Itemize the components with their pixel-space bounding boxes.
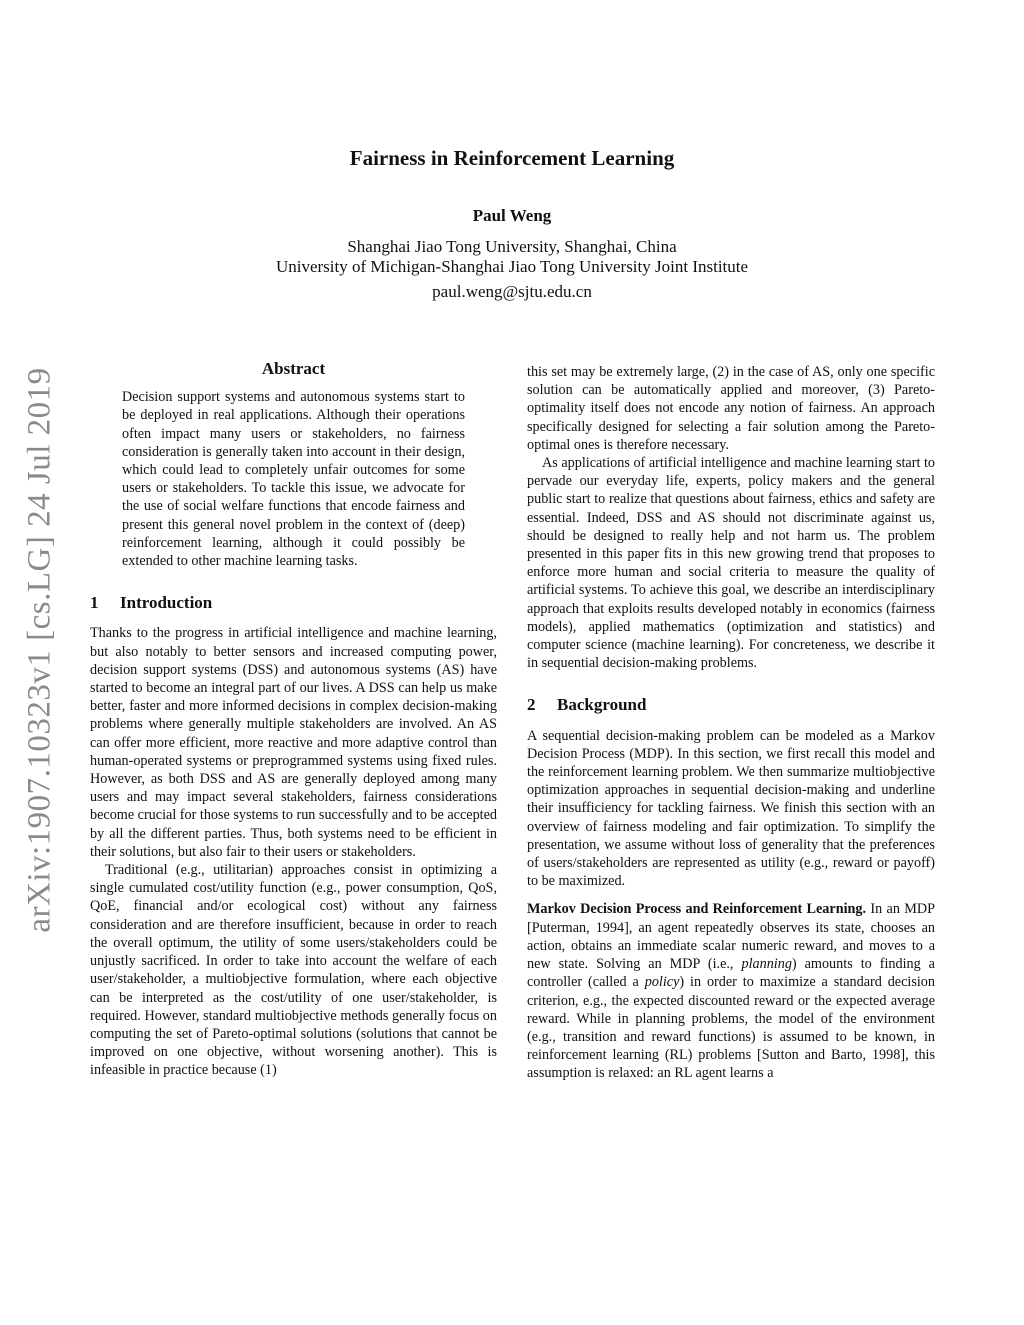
mdp-text-a: In an MDP [Puterman, 1994], an agent repeatedly observes its state, chooses an action, obtains an immediate scalar numeric reward, and moves to a new state. Solving an MDP (i.e., [527,901,936,973]
intro-paragraph-3: As applications of artificial intelligence and machine learning start to pervade our everyday life, experts, policy makers and the general public start to realize that questions about fairness, ethics and safety are essential. Indeed, DSS and AS should not discriminate against us, should be designed to really help and not harm us. The problem presented in this paper fits in this new growing trend that proposes to enforce more human and social criteria to measure the quality of artificial systems. To achieve this goal, we describe an interdisciplinary approach that exploits results developed notably in economics (fairness models), applied mathematics (optimization and statistics) and computer science (machine learning). For concreteness, we describe it in sequential decision-making problems. [527,455,935,672]
intro-paragraph-1: Thanks to the progress in artificial intelligence and machine learning, but also notably to better sensors and increased computing power, decision support systems (DSS) and autonomous systems (AS) have started to become an integral part of our lives. A DSS can help us make better, faster and more informed decisions in complex decision-making problems where generally multiple stakeholders are involved. An AS can offer more efficient, more reactive and more adaptive control than human-operated systems or preprogrammed systems using fixed rules. However, as both DSS and AS are generally deployed among many users and may impact several stakeholders, fairness considerations become crucial for those systems to run successfully and to be accepted by all the different parties. Thus, both systems need to be efficient in their solutions, but also fair to their users or stakeholders. [90,625,497,860]
author-name: Paul Weng [472,206,552,225]
intro-paragraph-2: Traditional (e.g., utilitarian) approaches consist in optimizing a single cumulated cost/utility function (e.g., power consumption, QoS, QoE, financial and/or ecological cost) without any fairness consideration and are therefore insufficient, because in order to reach the overall optimum, the utility of some users/stakeholders could be unjustly sacrificed. In order to take into account the welfare of each user/stakeholder, a multiobjective formulation, where each objective can be interpreted as the cost/utility of one user/stakeholder, is required. However, standard multiobjective methods generally focus on computing the set of Pareto-optimal solutions (solutions that cannot be improved on one objective, without worsening another). This is infeasible in practice because (1) [90,862,497,1079]
mdp-text-b: ) amounts to finding a controller (called a [527,956,935,991]
section-number: 1 [90,593,99,613]
abstract-heading: Abstract [261,359,326,378]
mdp-term-policy: policy [644,974,680,991]
mdp-text-c: ) in order to maximize a standard decision criterion, e.g., the expected discounted reward or the expected average reward. While in planning problems, the model of the environment (e.g., transition and reward functions) is assumed to be known, in reinforcement learning (RL) problems [Sutton and Barto, 1998], this assumption is relaxed: an RL agent learns a [527,974,935,1082]
left-column [90,360,497,1080]
arxiv-identifier: arXiv:1907.10323v1 [cs.LG] 24 Jul 2019 [21,367,58,933]
mdp-paragraph [527,900,935,1082]
paper-title: Fairness in Reinforcement Learning [349,146,675,170]
affiliation-2: University of Michigan-Shanghai Jiao Tong University Joint Institute [275,257,749,276]
mdp-paragraph-heading: Markov Decision Process and Reinforcement Learning. [527,901,867,918]
affiliation-1: Shanghai Jiao Tong University, Shanghai, China [347,237,677,256]
section-number: 2 [527,695,536,715]
background-paragraph-1: A sequential decision-making problem can be modeled as a Markov Decision Process (MDP). In this section, we first recall this model and the reinforcement learning problem. We then summarize multiobjective optimization approaches in sequential decision-making and underline their insufficiency for tackling fairness. We finish this section with an overview of fairness modeling and fair optimization. To simplify the presentation, we assume without loss of generality that the preferences of users/stakeholders are represented as utility (e.g., reward or payoff) to be maximized. [527,727,935,890]
mdp-term-planning: planning [741,956,792,973]
section-title: Introduction [120,593,213,613]
section-title: Background [557,695,647,715]
author-email: paul.weng@sjtu.edu.cn [432,282,592,301]
section-introduction-heading [90,594,497,612]
right-column [527,363,935,1083]
intro-paragraph-2-continued: this set may be extremely large, (2) in the case of AS, only one specific solution can be automatically applied and moreover, (3) Pareto-optimality itself does not encode any notion of fairness. An approach specifically designed for selecting a fair solution among the Pareto-optimal ones is therefore necessary. [527,364,935,453]
abstract-text: Decision support systems and autonomous systems start to be deployed in real applications. Although their operations often impact many users or stakeholders, no fairness consideration is generally taken into account in their design, which could lead to completely unfair outcomes for some users or stakeholders. To tackle this issue, we advocate for the use of social welfare functions that encode fairness and present this general novel problem in the context of (deep) reinforcement learning, although it could possibly be extended to other machine learning tasks. [122,389,465,570]
section-background-heading [527,696,935,714]
